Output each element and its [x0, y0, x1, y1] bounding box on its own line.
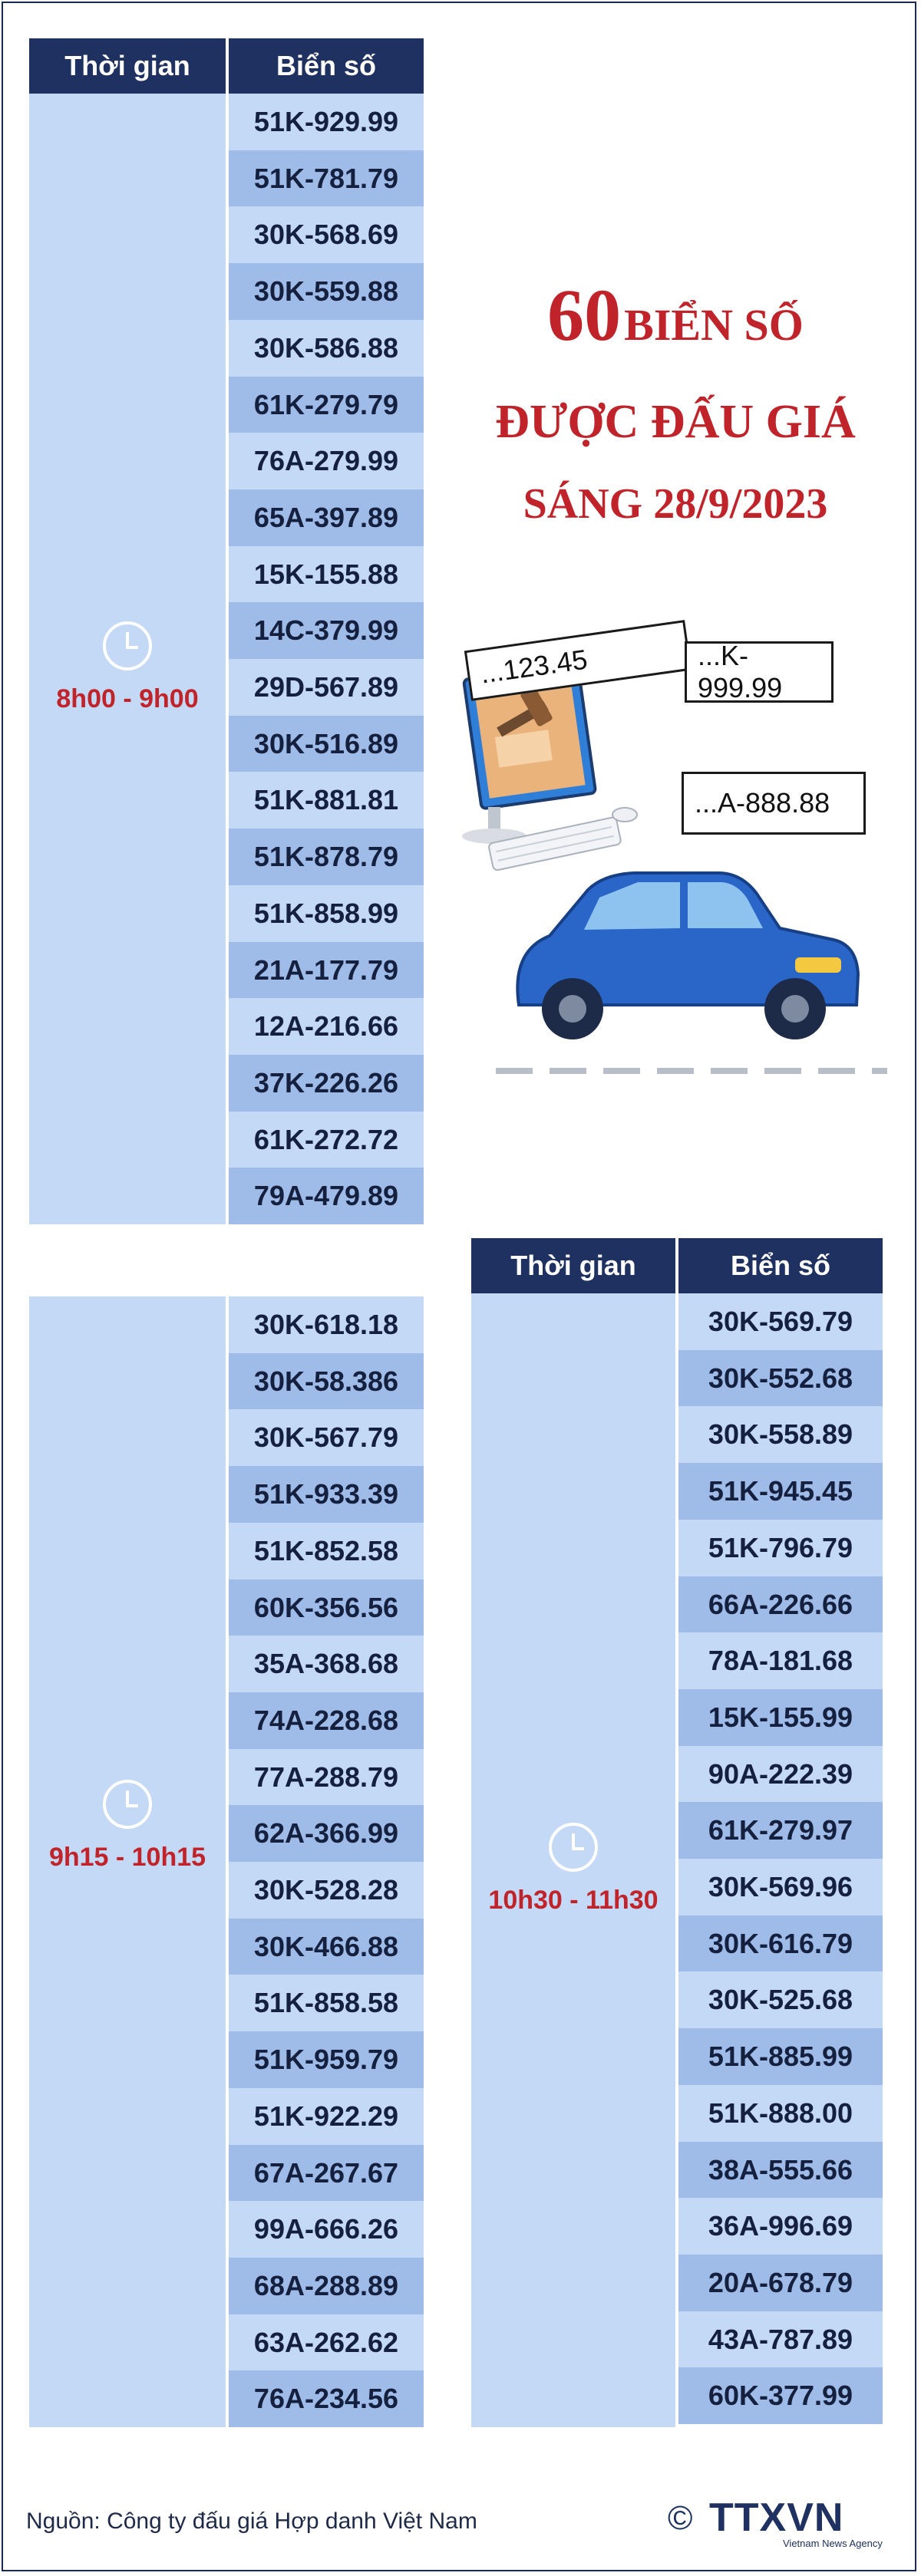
plate-row: 30K-616.79 — [678, 1916, 883, 1972]
table-session-1 — [29, 38, 424, 1224]
title-count: 60 — [547, 274, 622, 356]
plate-row: 61K-279.79 — [229, 377, 424, 433]
plate-row: 74A-228.68 — [229, 1692, 424, 1749]
plate-row: 60K-377.99 — [678, 2367, 883, 2424]
plate-row: 77A-288.79 — [229, 1749, 424, 1806]
plate-row: 51K-858.99 — [229, 885, 424, 942]
plate-row: 51K-959.79 — [229, 2031, 424, 2088]
plate-row: 51K-878.79 — [229, 828, 424, 885]
plate-row: 51K-852.58 — [229, 1523, 424, 1580]
header-plate: Biển số — [678, 1238, 883, 1293]
plate-row: 30K-528.28 — [229, 1862, 424, 1919]
source-note: Nguồn: Công ty đấu giá Hợp danh Việt Nam — [26, 2508, 477, 2534]
plate-card-3 — [682, 772, 866, 835]
plate-row: 51K-922.29 — [229, 2088, 424, 2145]
plate-row: 63A-262.62 — [229, 2314, 424, 2371]
plate-row: 79A-479.89 — [229, 1168, 424, 1224]
plate-card-1-text: ...123.45 — [478, 643, 589, 690]
plate-row: 51K-933.39 — [229, 1466, 424, 1523]
plate-row: 29D-567.89 — [229, 659, 424, 716]
plate-row: 30K-525.68 — [678, 1972, 883, 2028]
plate-row: 30K-569.96 — [678, 1859, 883, 1916]
plate-row: 76A-234.56 — [229, 2370, 424, 2427]
plate-row: 67A-267.67 — [229, 2145, 424, 2202]
plate-row: 51K-858.58 — [229, 1975, 424, 2031]
plate-row: 90A-222.39 — [678, 1746, 883, 1803]
plate-row: 68A-288.89 — [229, 2258, 424, 2314]
plate-row: 30K-558.89 — [678, 1406, 883, 1463]
plate-row: 62A-366.99 — [229, 1805, 424, 1862]
table-session-2 — [29, 1296, 424, 2427]
time-column — [29, 1296, 226, 2427]
plate-row: 51K-796.79 — [678, 1520, 883, 1576]
plate-row: 30K-466.88 — [229, 1919, 424, 1975]
plate-row: 60K-356.56 — [229, 1580, 424, 1636]
plate-row: 61K-272.72 — [229, 1112, 424, 1168]
header-plate: Biển số — [229, 38, 424, 94]
title-line-1 — [460, 272, 890, 357]
plate-row: 51K-945.45 — [678, 1463, 883, 1520]
header-time: Thời gian — [471, 1238, 675, 1293]
title-line-2: ĐƯỢC ĐẤU GIÁ — [495, 396, 856, 448]
plate-card-2 — [685, 641, 834, 703]
plate-row: 30K-559.88 — [229, 263, 424, 320]
plate-row: 30K-569.79 — [678, 1293, 883, 1350]
plate-row: 21A-177.79 — [229, 942, 424, 999]
logo-subtitle: Vietnam News Agency — [783, 2538, 883, 2549]
logo-text: TTXVN — [709, 2495, 844, 2540]
plate-row: 30K-568.69 — [229, 206, 424, 263]
title-line-3: SÁNG 28/9/2023 — [523, 480, 828, 528]
plate-row: 43A-787.89 — [678, 2311, 883, 2368]
time-column — [471, 1293, 675, 2427]
plate-row: 15K-155.88 — [229, 546, 424, 603]
plate-row: 66A-226.66 — [678, 1576, 883, 1633]
title-text: BIỂN SỐ — [624, 300, 804, 350]
plate-row: 99A-666.26 — [229, 2201, 424, 2258]
plate-row: 51K-881.81 — [229, 772, 424, 828]
copyright-icon: © — [668, 2499, 693, 2537]
plate-row: 37K-226.26 — [229, 1055, 424, 1112]
plate-row: 30K-567.79 — [229, 1409, 424, 1466]
plate-row: 30K-516.89 — [229, 716, 424, 772]
session-time: 8h00 - 9h00 — [56, 684, 199, 713]
header-time: Thời gian — [29, 38, 226, 94]
car-icon — [496, 873, 887, 1071]
session-time: 9h15 - 10h15 — [48, 1843, 206, 1872]
auction-illustration — [457, 614, 887, 1089]
plate-row: 35A-368.68 — [229, 1636, 424, 1692]
plate-row: 30K-552.68 — [678, 1350, 883, 1407]
session-time: 10h30 - 11h30 — [488, 1886, 659, 1915]
table-session-3 — [471, 1238, 883, 2427]
plate-row: 51K-888.00 — [678, 2085, 883, 2142]
plate-row: 30K-618.18 — [229, 1296, 424, 1353]
clock-icon — [103, 621, 152, 670]
plate-row: 38A-555.66 — [678, 2142, 883, 2199]
clock-icon — [103, 1780, 152, 1829]
plate-card-2-text: ...K-999.99 — [698, 640, 783, 703]
plate-row: 51K-885.99 — [678, 2028, 883, 2085]
plate-card-3-text: ...A-888.88 — [695, 787, 830, 819]
plate-row: 14C-379.99 — [229, 602, 424, 659]
plate-row: 30K-586.88 — [229, 320, 424, 377]
plate-row: 15K-155.99 — [678, 1689, 883, 1746]
plate-row: 76A-279.99 — [229, 433, 424, 489]
time-column — [29, 94, 226, 1224]
plate-row: 12A-216.66 — [229, 998, 424, 1055]
clock-icon — [549, 1823, 598, 1872]
plate-row: 61K-279.97 — [678, 1802, 883, 1859]
plate-row: 65A-397.89 — [229, 489, 424, 546]
plate-row: 51K-929.99 — [229, 94, 424, 150]
plate-row: 51K-781.79 — [229, 150, 424, 207]
plate-row: 30K-58.386 — [229, 1353, 424, 1410]
plate-row: 20A-678.79 — [678, 2255, 883, 2311]
ttxvn-logo — [668, 2495, 898, 2548]
plate-row: 36A-996.69 — [678, 2198, 883, 2255]
plate-row: 78A-181.68 — [678, 1632, 883, 1689]
